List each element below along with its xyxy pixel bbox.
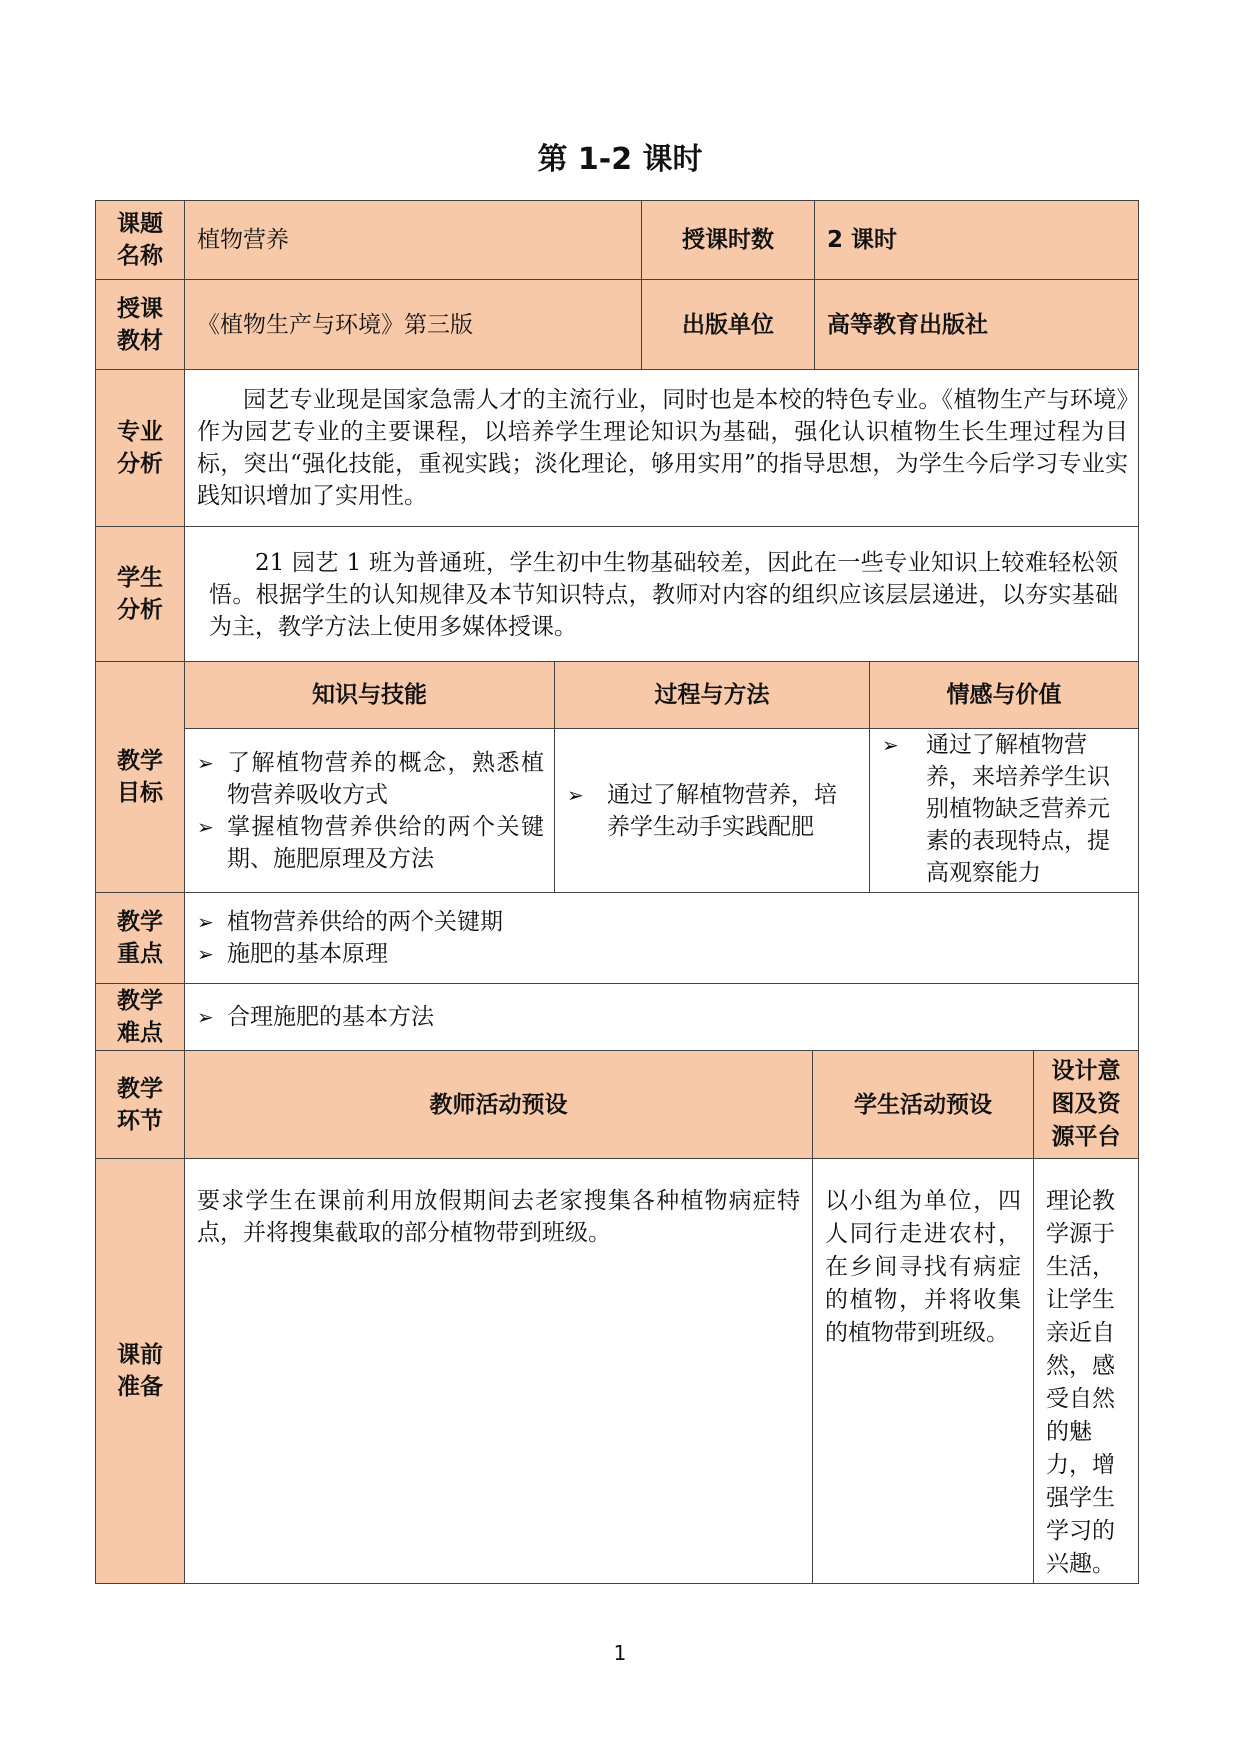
goals-process-list (555, 779, 869, 843)
publisher-label: 出版单位 (641, 279, 815, 370)
student-analysis-text: 21 园艺 1 班为普通班，学生初中生物基础较差，因此在一些专业知识上较难轻松领悟。根据学生的认知规律及本节知识特点，教师对内容的组织应该层层递进，以夯实基础为主，教学方法上使用多媒体授课。 (209, 550, 1118, 640)
textbook-value: 《植物生产与环境》第三版 (184, 279, 642, 370)
prep-design-cell (1033, 1158, 1139, 1584)
difficult-points-list (185, 1001, 434, 1033)
hours-value: 2 课时 (814, 200, 1139, 280)
goals-label: 教学 目标 (95, 661, 185, 893)
list-item: ➢ 植物营养供给的两个关键期 (185, 906, 503, 938)
goals-emotion-list (870, 729, 1138, 889)
goals-header-emotion: 情感与价值 (869, 661, 1139, 729)
goals-knowledge-list (185, 747, 554, 875)
topic-label: 课题 名称 (95, 200, 185, 280)
goals-header-knowledge: 知识与技能 (184, 661, 555, 729)
student-activity-header: 学生活动预设 (812, 1050, 1034, 1159)
key-points-content (184, 892, 1139, 984)
list-item: ➢ 施肥的基本原理 (185, 938, 503, 970)
goals-knowledge-cell (184, 728, 555, 893)
prep-student-cell (812, 1158, 1034, 1584)
prep-teacher-text: 要求学生在课前利用放假期间去老家搜集各种植物病症特点，并将搜集截取的部分植物带到班级。 (197, 1188, 800, 1246)
textbook-label: 授课 教材 (95, 279, 185, 370)
major-analysis-label: 专业 分析 (95, 369, 185, 527)
key-points-label: 教学 重点 (95, 892, 185, 984)
key-points-list (185, 906, 503, 970)
prep-design-text: 理论教学源于生活，让学生亲近自然，感受自然的魅力，增强学生学习的兴趣。 (1046, 1188, 1115, 1577)
page-number: 1 (613, 1641, 627, 1665)
goals-emotion-cell (869, 728, 1139, 893)
prep-teacher-cell (184, 1158, 813, 1584)
list-item: ➢ 了解植物营养的概念，熟悉植物营养吸收方式 (185, 747, 544, 811)
teacher-activity-header: 教师活动预设 (184, 1050, 813, 1159)
list-item: ➢ 掌握植物营养供给的两个关键期、施肥原理及方法 (185, 811, 544, 875)
goals-header-process: 过程与方法 (554, 661, 870, 729)
list-item: ➢ 通过了解植物营养，培养学生动手实践配肥 (555, 779, 859, 843)
list-item: ➢ 合理施肥的基本方法 (185, 1001, 434, 1033)
prep-student-text: 以小组为单位，四人同行走进农村，在乡间寻找有病症的植物，并将收集的植物带到班级。 (825, 1188, 1021, 1346)
student-analysis-label: 学生 分析 (95, 526, 185, 662)
publisher-value: 高等教育出版社 (814, 279, 1139, 370)
hours-label: 授课时数 (641, 200, 815, 280)
prep-label: 课前 准备 (95, 1158, 185, 1584)
steps-label: 教学 环节 (95, 1050, 185, 1159)
major-analysis-text: 园艺专业现是国家急需人才的主流行业，同时也是本校的特色专业。《植物生产与环境》作为园艺专业的主要课程，以培养学生理论知识为基础，强化认识植物生长生理过程为目标，突出“强化技能，重视实践；淡化理论，够用实用”的指导思想，为学生今后学习专业实践知识增加了实用性。 (197, 387, 1128, 509)
major-analysis-content (184, 369, 1139, 527)
page-title: 第 1-2 课时 (537, 142, 703, 177)
difficult-points-label: 教学 难点 (95, 983, 185, 1051)
design-intent-header: 设计意 图及资 源平台 (1033, 1050, 1139, 1159)
student-analysis-content (184, 526, 1139, 662)
goals-process-cell (554, 728, 870, 893)
difficult-points-content (184, 983, 1139, 1051)
topic-value: 植物营养 (184, 200, 642, 280)
list-item: ➢ 通过了解植物营养，来培养学生识别植物缺乏营养元素的表现特点，提高观察能力 (870, 729, 1126, 889)
